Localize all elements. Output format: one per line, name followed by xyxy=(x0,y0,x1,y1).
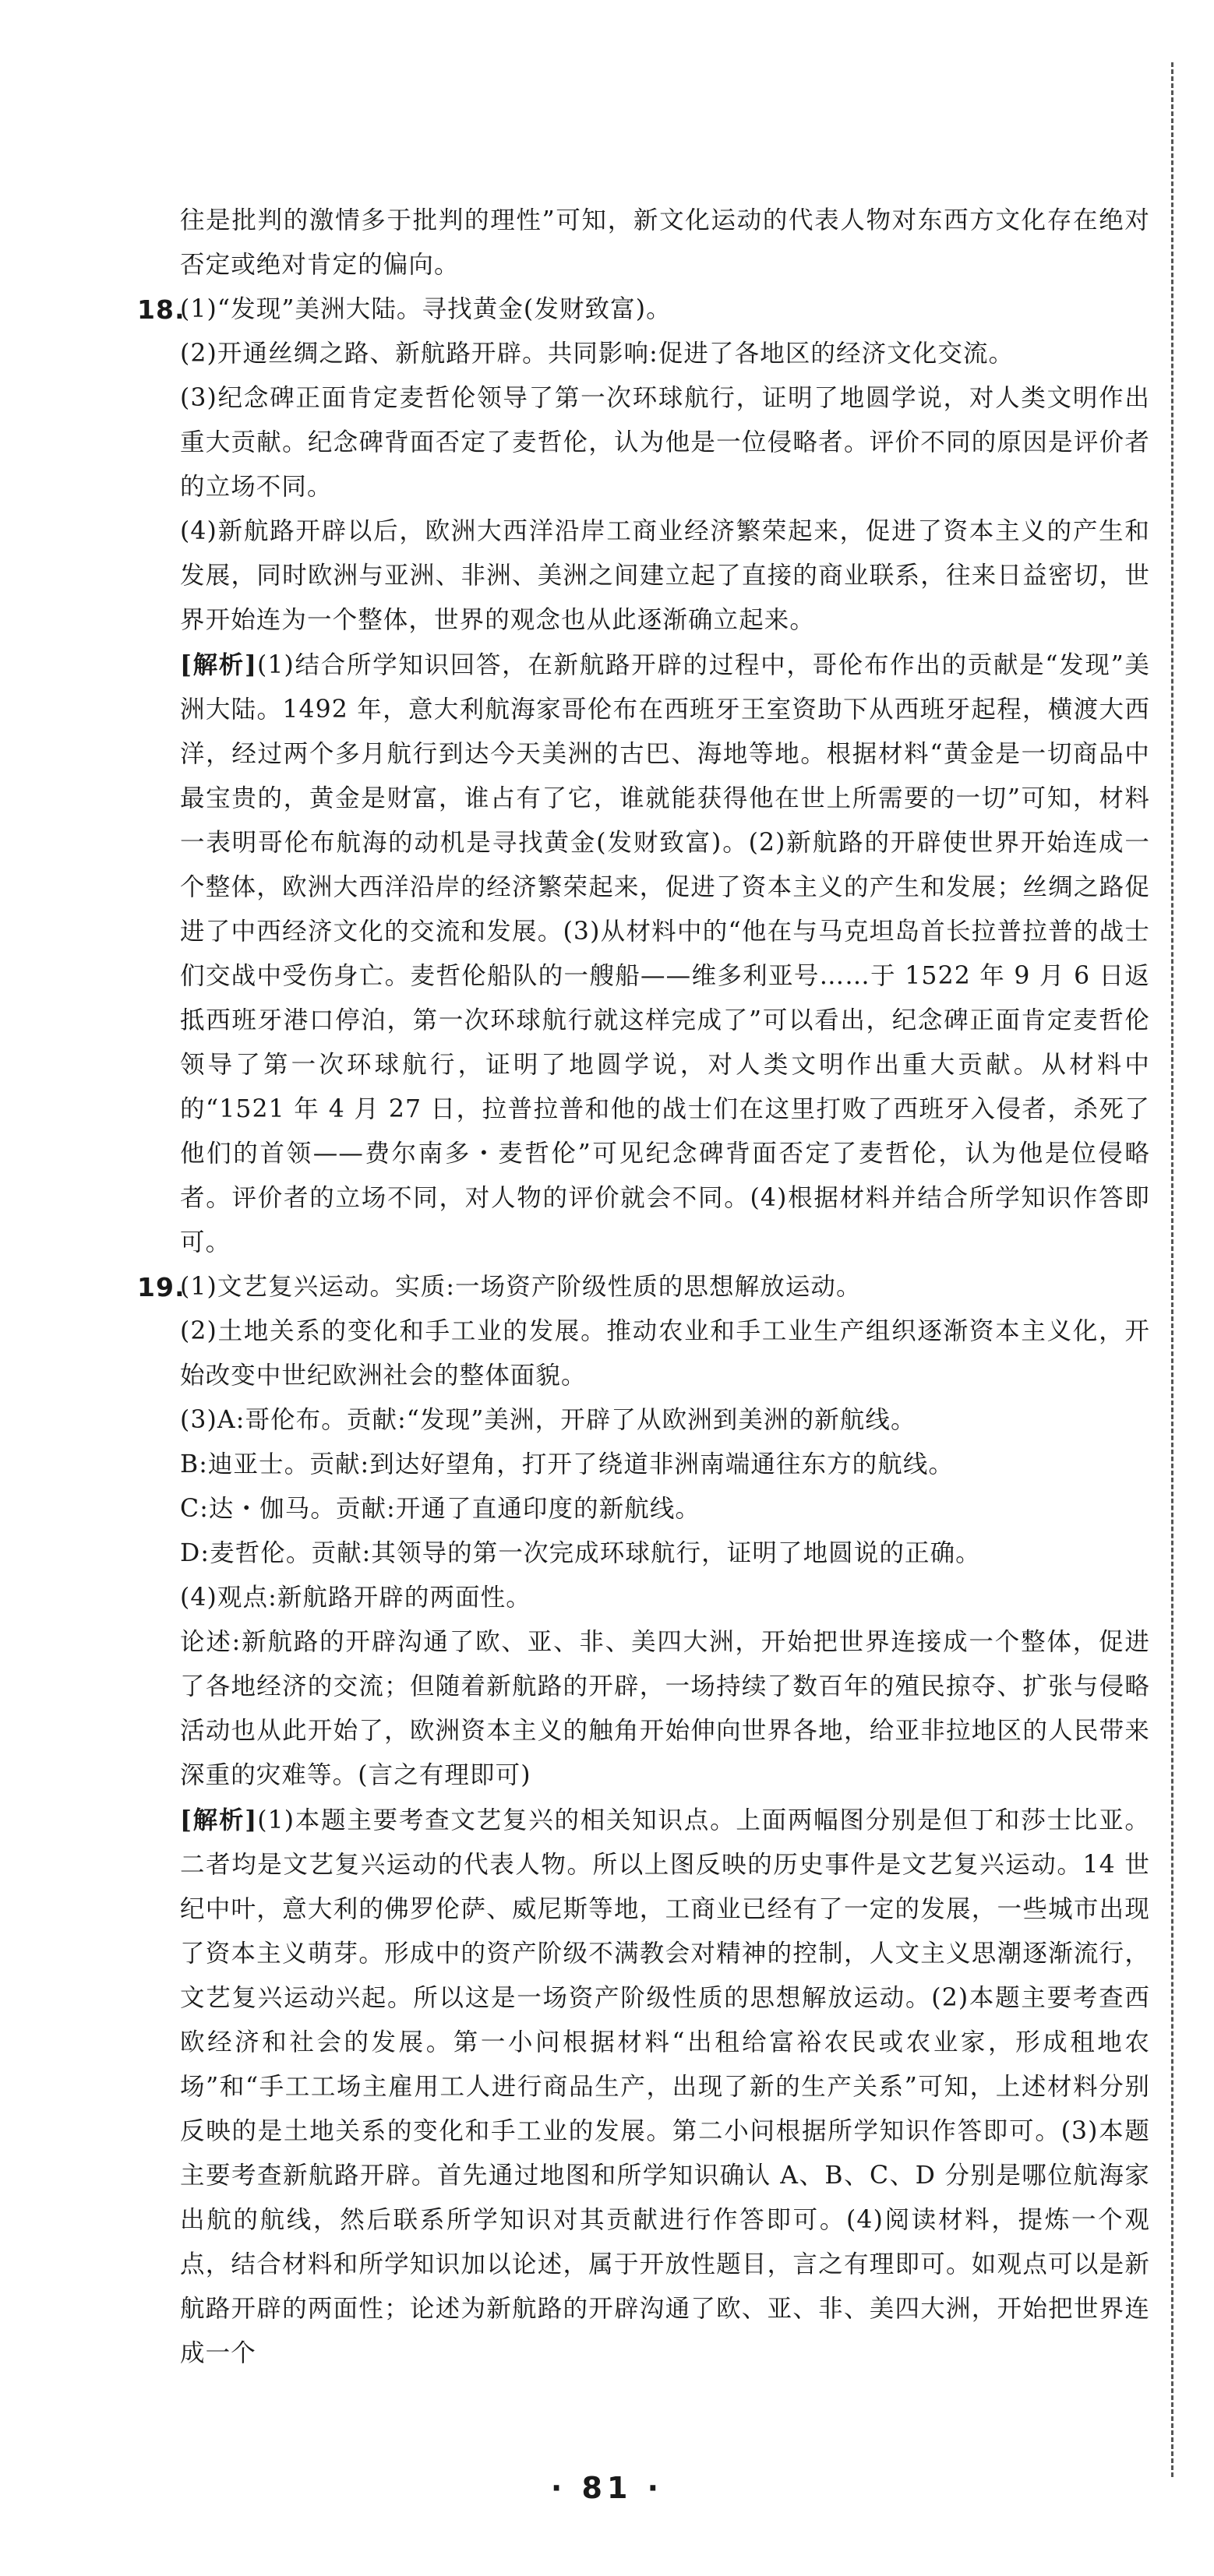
q19-answer-1 xyxy=(137,1265,1150,1309)
q18-answer-1-text: (1)“发现”美洲大陆。寻找黄金(发财致富)。 xyxy=(180,295,672,323)
q19-answer-8: 论述:新航路的开辟沟通了欧、亚、非、美四大洲，开始把世界连接成一个整体，促进了各地经济的交流；但随着新航路的开辟，一场持续了数百年的殖民掠夺、扩张与侵略活动也从此开始了，欧洲资本主义的触角开始伸向世界各地，给亚非拉地区的人民带来深重的灾难等。(言之有理即可) xyxy=(180,1628,1150,1789)
q19-answer-5: C:达・伽马。贡献:开通了直通印度的新航线。 xyxy=(180,1495,701,1523)
page-number: · 81 · xyxy=(550,2471,664,2505)
q19-number: 19. xyxy=(137,1272,185,1302)
question-19 xyxy=(137,1265,1150,2376)
q18-answer-1 xyxy=(137,287,1150,332)
q18-analysis-text: (1)结合所学知识回答，在新航路开辟的过程中，哥伦布作出的贡献是“发现”美洲大陆。1492 年，意大利航海家哥伦布在西班牙王室资助下从西班牙起程，横渡大西洋，经过两个多月航行到达今天美洲的古巴、海地等地。根据材料“黄金是一切商品中最宝贵的，黄金是财富，谁占有了它，谁就能获得他在世上所需要的一切”可知，材料一表明哥伦布航海的动机是寻找黄金(发财致富)。(2)新航路的开辟使世界开始连成一个整体，欧洲大西洋沿岸的经济繁荣起来，促进了资本主义的产生和发展；丝绸之路促进了中西经济文化的交流和发展。(3)从材料中的“他在与马克坦岛首长拉普拉普的战士们交战中受伤身亡。麦哲伦船队的一艘船——维多利亚号……于 1522 年 9 月 6 日返抵西班牙港口停泊，第一次环球航行就这样完成了”可以看出，纪念碑正面肯定麦哲伦领导了第一次环球航行，证明了地圆学说，对人类文明作出重大贡献。从材料中的“1521 年 4 月 27 日，拉普拉普和他的战士们在这里打败了西班牙入侵者，杀死了他们的首领——费尔南多・麦哲伦”可见纪念碑背面否定了麦哲伦，认为他是位侵略者。评价者的立场不同，对人物的评价就会不同。(4)根据材料并结合所学知识作答即可。 xyxy=(180,651,1150,1256)
q18-analysis xyxy=(137,643,1150,1265)
q19-answer-7: (4)观点:新航路开辟的两面性。 xyxy=(180,1584,531,1612)
q19-analysis-text: (1)本题主要考查文艺复兴的相关知识点。上面两幅图分别是但丁和莎士比亚。二者均是文艺复兴运动的代表人物。所以上图反映的历史事件是文艺复兴运动。14 世纪中叶，意大利的佛罗伦萨、威尼斯等地，工商业已经有了一定的发展，一些城市出现了资本主义萌芽。形成中的资产阶级不满教会对精神的控制，人文主义思潮逐渐流行，文艺复兴运动兴起。所以这是一场资产阶级性质的思想解放运动。(2)本题主要考查西欧经济和社会的发展。第一小问根据材料“出租给富裕农民或农业家，形成租地农场”和“手工工场主雇用工人进行商品生产，出现了新的生产关系”可知，上述材料分别反映的是土地关系的变化和手工业的发展。第二小问根据所学知识作答即可。(3)本题主要考查新航路开辟。首先通过地图和所学知识确认 A、B、C、D 分别是哪位航海家出航的航线，然后联系所学知识对其贡献进行作答即可。(4)阅读材料，提炼一个观点，结合材料和所学知识加以论述，属于开放性题目，言之有理即可。如观点可以是新航路开辟的两面性；论述为新航路的开辟沟通了欧、亚、非、美四大洲，开始把世界连成一个 xyxy=(180,1806,1150,2367)
answer-content xyxy=(137,199,1150,2376)
q19-answer-6: D:麦哲伦。贡献:其领导的第一次完成环球航行，证明了地圆说的正确。 xyxy=(180,1539,981,1567)
intro-continuation: 往是批判的激情多于批判的理性”可知，新文化运动的代表人物对东西方文化存在绝对否定或绝对肯定的偏向。 xyxy=(180,206,1150,279)
q18-answer-4: (4)新航路开辟以后，欧洲大西洋沿岸工商业经济繁荣起来，促进了资本主义的产生和发展，同时欧洲与亚洲、非洲、美洲之间建立起了直接的商业联系，往来日益密切，世界开始连为一个整体，世界的观念也从此逐渐确立起来。 xyxy=(180,517,1150,634)
q19-analysis xyxy=(137,1798,1150,2376)
dashed-cut-line xyxy=(1171,62,1173,2477)
q19-answer-2: (2)土地关系的变化和手工业的发展。推动农业和手工业生产组织逐渐资本主义化，开始改变中世纪欧洲社会的整体面貌。 xyxy=(180,1317,1150,1390)
question-18 xyxy=(137,287,1150,1265)
q19-answer-1-text: (1)文艺复兴运动。实质:一场资产阶级性质的思想解放运动。 xyxy=(180,1273,862,1301)
q19-answer-4: B:迪亚士。贡献:到达好望角，打开了绕道非洲南端通往东方的航线。 xyxy=(180,1450,955,1478)
q19-analysis-tag: [解析] xyxy=(180,1806,258,1834)
q18-answer-2: (2)开通丝绸之路、新航路开辟。共同影响:促进了各地区的经济文化交流。 xyxy=(180,340,1015,368)
q18-number: 18. xyxy=(137,294,185,325)
q18-analysis-tag: [解析] xyxy=(180,650,258,679)
q19-answer-3: (3)A:哥伦布。贡献:“发现”美洲，开辟了从欧洲到美洲的新航线。 xyxy=(180,1406,916,1434)
q18-answer-3: (3)纪念碑正面肯定麦哲伦领导了第一次环球航行，证明了地圆学说，对人类文明作出重大贡献。纪念碑背面否定了麦哲伦，认为他是一位侵略者。评价不同的原因是评价者的立场不同。 xyxy=(180,384,1150,501)
